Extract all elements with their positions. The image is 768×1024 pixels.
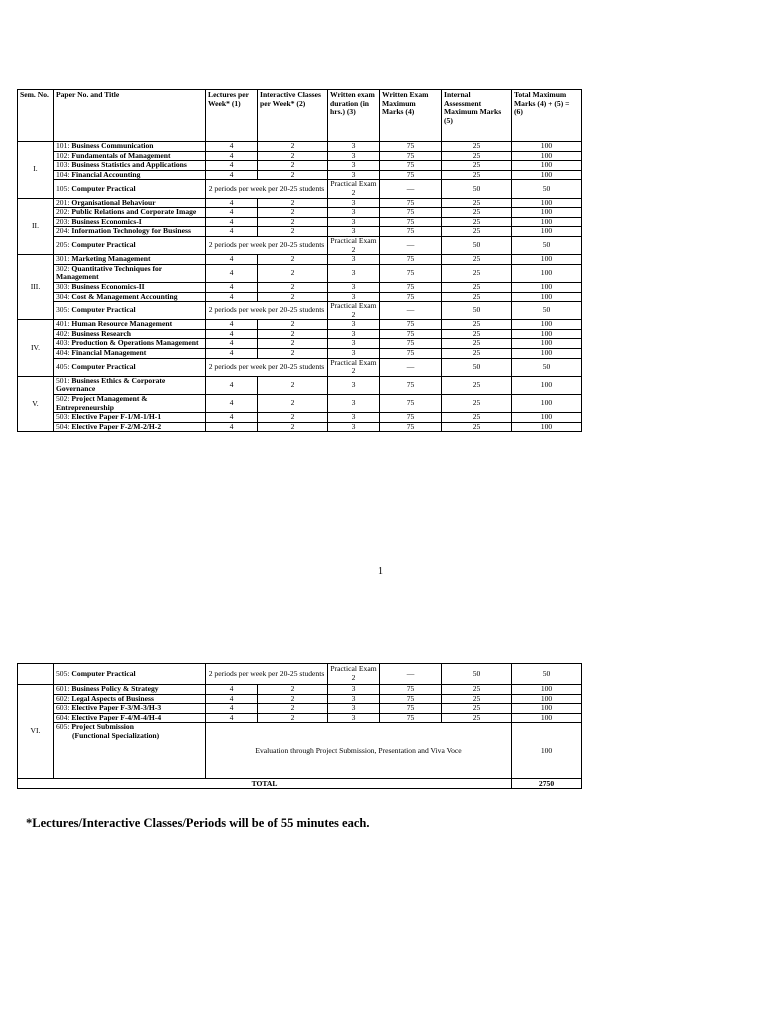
paper-title: Project Submission	[71, 722, 134, 732]
duration-cell: 3	[328, 704, 380, 714]
paper-title: Quantitative Techniques for Management	[56, 263, 162, 282]
interactive-cell: 2	[258, 217, 328, 227]
written-cell: 75	[380, 170, 442, 180]
header-written: Written Exam Maximum Marks (4)	[380, 90, 442, 142]
header-total: Total Maximum Marks (4) + (5) = (6)	[512, 90, 582, 142]
lectures-cell: 4	[206, 227, 258, 237]
written-cell: 75	[380, 208, 442, 218]
duration-cell: Practical Exam 2	[328, 664, 380, 685]
paper-number: 504:	[56, 421, 70, 431]
interactive-cell: 2	[258, 198, 328, 208]
total-label: TOTAL	[18, 779, 512, 789]
lectures-cell: 4	[206, 422, 258, 432]
lectures-cell: 4	[206, 713, 258, 723]
internal-cell: 25	[442, 151, 512, 161]
paper-cell	[54, 358, 206, 376]
interactive-cell: 2	[258, 208, 328, 218]
interactive-cell: 2	[258, 422, 328, 432]
internal-cell: 25	[442, 217, 512, 227]
internal-cell: 50	[442, 180, 512, 198]
lectures-cell: 4	[206, 339, 258, 349]
written-cell: 75	[380, 685, 442, 695]
paper-title: Organisational Behaviour	[71, 197, 156, 207]
lectures-cell: 4	[206, 329, 258, 339]
paper-title: Computer Practical	[71, 240, 136, 250]
table-header-row	[18, 90, 582, 142]
duration-cell: Practical Exam 2	[328, 302, 380, 320]
duration-cell: 3	[328, 142, 380, 152]
lectures-cell: 4	[206, 170, 258, 180]
paper-number: 202:	[56, 207, 70, 217]
total-cell: 100	[512, 292, 582, 302]
total-cell: 100	[512, 142, 582, 152]
internal-cell: 25	[442, 264, 512, 282]
total-cell: 100	[512, 694, 582, 704]
interactive-cell: 2	[258, 339, 328, 349]
total-cell: 100	[512, 704, 582, 714]
paper-cell	[54, 180, 206, 198]
duration-cell: 3	[328, 161, 380, 171]
lectures-cell: 4	[206, 349, 258, 359]
syllabus-table-page2	[17, 663, 582, 789]
duration-cell: 3	[328, 264, 380, 282]
table-row	[18, 264, 582, 282]
duration-cell: 3	[328, 320, 380, 330]
lectures-cell: 4	[206, 208, 258, 218]
written-cell: 75	[380, 339, 442, 349]
paper-number: 502:	[56, 394, 70, 404]
total-cell: 100	[512, 227, 582, 237]
periods-cell: 2 periods per week per 20-25 students	[206, 302, 328, 320]
paper-title: Financial Management	[71, 348, 147, 358]
internal-cell: 25	[442, 320, 512, 330]
paper-title: Elective Paper F-1/M-1/H-1	[71, 412, 162, 422]
written-cell: —	[380, 236, 442, 254]
paper-number: 501:	[56, 375, 70, 385]
written-cell: 75	[380, 713, 442, 723]
periods-cell: 2 periods per week per 20-25 students	[206, 664, 328, 685]
duration-cell: 3	[328, 292, 380, 302]
total-cell: 100	[512, 151, 582, 161]
total-row	[18, 779, 582, 789]
paper-title: Project Management & Entrepreneurship	[56, 394, 148, 412]
paper-number: 102:	[56, 150, 70, 160]
paper-title: Information Technology for Business	[71, 226, 191, 236]
lectures-cell: 4	[206, 142, 258, 152]
duration-cell: 3	[328, 151, 380, 161]
paper-cell	[54, 376, 206, 394]
paper-cell	[54, 664, 206, 685]
internal-cell: 25	[442, 282, 512, 292]
paper-cell	[54, 422, 206, 432]
total-cell: 100	[512, 422, 582, 432]
paper-title: Business Economics-II	[71, 281, 145, 291]
written-cell: 75	[380, 422, 442, 432]
lectures-cell: 4	[206, 264, 258, 282]
paper-number: 405:	[56, 361, 70, 371]
internal-cell: 25	[442, 376, 512, 394]
table-row	[18, 349, 582, 359]
paper-title: Computer Practical	[71, 305, 136, 315]
paper-title: Business Communication	[71, 141, 154, 150]
internal-cell: 25	[442, 329, 512, 339]
duration-cell: 3	[328, 339, 380, 349]
total-cell: 100	[512, 339, 582, 349]
paper-number: 201:	[56, 197, 70, 207]
internal-cell: 25	[442, 704, 512, 714]
written-cell: 75	[380, 395, 442, 413]
internal-cell: 25	[442, 170, 512, 180]
sem-label: II.	[18, 198, 54, 255]
lectures-cell: 4	[206, 685, 258, 695]
interactive-cell: 2	[258, 282, 328, 292]
internal-cell: 50	[442, 236, 512, 254]
paper-number: 503:	[56, 412, 70, 422]
total-cell: 50	[512, 236, 582, 254]
written-cell: 75	[380, 217, 442, 227]
written-cell: 75	[380, 198, 442, 208]
periods-cell: 2 periods per week per 20-25 students	[206, 358, 328, 376]
paper-number: 104:	[56, 169, 70, 179]
lectures-cell: 4	[206, 320, 258, 330]
written-cell: 75	[380, 282, 442, 292]
lectures-cell: 4	[206, 161, 258, 171]
duration-cell: 3	[328, 329, 380, 339]
duration-cell: 3	[328, 395, 380, 413]
paper-title: Fundamentals of Management	[71, 150, 171, 160]
paper-number: 203:	[56, 216, 70, 226]
lectures-cell: 4	[206, 694, 258, 704]
duration-cell: 3	[328, 208, 380, 218]
paper-number: 105:	[56, 183, 70, 193]
interactive-cell: 2	[258, 685, 328, 695]
paper-title: Business Ethics & Corporate Governance	[56, 375, 166, 394]
footnote: *Lectures/Interactive Classes/Periods will be of 55 minutes each.	[26, 816, 370, 830]
duration-cell: 3	[328, 255, 380, 265]
paper-cell	[54, 395, 206, 413]
duration-cell: 3	[328, 685, 380, 695]
paper-title: Business Statistics and Applications	[71, 160, 187, 170]
header-internal: Internal Assessment Maximum Marks (5)	[442, 90, 512, 142]
total-cell: 50	[512, 302, 582, 320]
internal-cell: 50	[442, 302, 512, 320]
header-interactive: Interactive Classes per Week* (2)	[258, 90, 328, 142]
paper-number: 602:	[56, 693, 70, 703]
sem-cell-cont	[18, 664, 54, 685]
written-cell: 75	[380, 227, 442, 237]
written-cell: 75	[380, 376, 442, 394]
interactive-cell: 2	[258, 704, 328, 714]
total-cell: 100	[512, 170, 582, 180]
internal-cell: 25	[442, 395, 512, 413]
total-cell: 50	[512, 664, 582, 685]
sem-label: I.	[18, 142, 54, 199]
paper-title: Computer Practical	[71, 361, 136, 371]
paper-cell	[54, 170, 206, 180]
interactive-cell: 2	[258, 320, 328, 330]
table-row	[18, 422, 582, 432]
lectures-cell: 4	[206, 395, 258, 413]
internal-cell: 50	[442, 358, 512, 376]
paper-number: 101:	[56, 141, 70, 150]
duration-cell: 3	[328, 170, 380, 180]
total-cell: 100	[512, 395, 582, 413]
total-cell: 100	[512, 376, 582, 394]
paper-title: Elective Paper F-4/M-4/H-4	[71, 712, 162, 722]
header-sem: Sem. No.	[18, 90, 54, 142]
written-cell: 75	[380, 329, 442, 339]
table-row	[18, 358, 582, 376]
paper-number: 305:	[56, 305, 70, 315]
table-row	[18, 376, 582, 394]
total-cell: 50	[512, 180, 582, 198]
paper-number: 205:	[56, 240, 70, 250]
internal-cell: 25	[442, 349, 512, 359]
written-cell: 75	[380, 161, 442, 171]
lectures-cell: 4	[206, 413, 258, 423]
total-cell: 100	[512, 161, 582, 171]
interactive-cell: 2	[258, 255, 328, 265]
lectures-cell: 4	[206, 282, 258, 292]
duration-cell: 3	[328, 422, 380, 432]
total-cell: 100	[512, 198, 582, 208]
written-cell: —	[380, 358, 442, 376]
internal-cell: 25	[442, 339, 512, 349]
interactive-cell: 2	[258, 395, 328, 413]
paper-number: 605:	[56, 722, 70, 732]
paper-number: 404:	[56, 348, 70, 358]
paper-cell	[54, 723, 206, 779]
written-cell: 75	[380, 349, 442, 359]
table-row	[18, 227, 582, 237]
paper-title: Public Relations and Corporate Image	[71, 207, 197, 217]
paper-cell	[54, 292, 206, 302]
interactive-cell: 2	[258, 413, 328, 423]
paper-number: 401:	[56, 319, 70, 329]
total-cell: 100	[512, 208, 582, 218]
written-cell: —	[380, 180, 442, 198]
total-cell: 100	[512, 264, 582, 282]
duration-cell: Practical Exam 2	[328, 358, 380, 376]
internal-cell: 25	[442, 198, 512, 208]
interactive-cell: 2	[258, 161, 328, 171]
total-cell: 100	[512, 282, 582, 292]
lectures-cell: 4	[206, 376, 258, 394]
interactive-cell: 2	[258, 349, 328, 359]
syllabus-table-page1	[17, 89, 582, 432]
grand-total: 2750	[512, 779, 582, 789]
written-cell: 75	[380, 151, 442, 161]
paper-number: 304:	[56, 291, 70, 301]
internal-cell: 25	[442, 713, 512, 723]
paper-title: Financial Accounting	[71, 169, 141, 179]
periods-cell: 2 periods per week per 20-25 students	[206, 180, 328, 198]
paper-number: 301:	[56, 254, 70, 264]
sem-label: IV.	[18, 320, 54, 377]
paper-number: 603:	[56, 703, 70, 713]
written-cell: —	[380, 664, 442, 685]
total-cell: 100	[512, 723, 582, 779]
internal-cell: 25	[442, 142, 512, 152]
table-row	[18, 395, 582, 413]
paper-number: 403:	[56, 338, 70, 348]
total-cell: 100	[512, 713, 582, 723]
written-cell: —	[380, 302, 442, 320]
paper-title: Human Resource Management	[71, 319, 173, 329]
duration-cell: 3	[328, 713, 380, 723]
paper-cell	[54, 349, 206, 359]
paper-number: 601:	[56, 684, 70, 693]
internal-cell: 25	[442, 413, 512, 423]
header-lectures: Lectures per Week* (1)	[206, 90, 258, 142]
interactive-cell: 2	[258, 151, 328, 161]
total-cell: 100	[512, 329, 582, 339]
interactive-cell: 2	[258, 170, 328, 180]
interactive-cell: 2	[258, 264, 328, 282]
written-cell: 75	[380, 292, 442, 302]
paper-title: Elective Paper F-2/M-2/H-2	[71, 421, 162, 431]
duration-cell: Practical Exam 2	[328, 180, 380, 198]
paper-number: 302:	[56, 263, 70, 273]
duration-cell: Practical Exam 2	[328, 236, 380, 254]
duration-cell: 3	[328, 413, 380, 423]
table-row	[18, 292, 582, 302]
evaluation-cell: Evaluation through Project Submission, Presentation and Viva Voce	[206, 723, 512, 779]
paper-cell	[54, 227, 206, 237]
paper-number: 103:	[56, 160, 70, 170]
lectures-cell: 4	[206, 217, 258, 227]
sem-label: VI.	[18, 685, 54, 779]
header-paper: Paper No. and Title	[54, 90, 206, 142]
duration-cell: 3	[328, 376, 380, 394]
paper-subtitle: (Functional Specialization)	[72, 730, 160, 740]
internal-cell: 25	[442, 685, 512, 695]
internal-cell: 25	[442, 227, 512, 237]
total-cell: 100	[512, 685, 582, 695]
written-cell: 75	[380, 413, 442, 423]
interactive-cell: 2	[258, 329, 328, 339]
interactive-cell: 2	[258, 292, 328, 302]
paper-title: Computer Practical	[71, 183, 136, 193]
table-row	[18, 180, 582, 198]
internal-cell: 50	[442, 664, 512, 685]
internal-cell: 25	[442, 694, 512, 704]
sem-label: III.	[18, 255, 54, 320]
table-row	[18, 302, 582, 320]
duration-cell: 3	[328, 349, 380, 359]
paper-title: Marketing Management	[71, 254, 151, 264]
paper-number: 604:	[56, 712, 70, 722]
total-cell: 100	[512, 349, 582, 359]
table-row	[18, 664, 582, 685]
written-cell: 75	[380, 704, 442, 714]
periods-cell: 2 periods per week per 20-25 students	[206, 236, 328, 254]
total-cell: 100	[512, 255, 582, 265]
internal-cell: 25	[442, 422, 512, 432]
lectures-cell: 4	[206, 292, 258, 302]
total-cell: 100	[512, 217, 582, 227]
written-cell: 75	[380, 694, 442, 704]
paper-title: Production & Operations Management	[71, 338, 199, 348]
paper-title: Business Policy & Strategy	[71, 684, 159, 693]
total-cell: 50	[512, 358, 582, 376]
lectures-cell: 4	[206, 704, 258, 714]
duration-cell: 3	[328, 198, 380, 208]
interactive-cell: 2	[258, 694, 328, 704]
paper-title: Computer Practical	[71, 668, 136, 678]
total-cell: 100	[512, 413, 582, 423]
table-row	[18, 170, 582, 180]
interactive-cell: 2	[258, 227, 328, 237]
written-cell: 75	[380, 264, 442, 282]
written-cell: 75	[380, 320, 442, 330]
table-body	[18, 142, 582, 432]
interactive-cell: 2	[258, 142, 328, 152]
internal-cell: 25	[442, 255, 512, 265]
table-row	[18, 723, 582, 779]
sem-label: V.	[18, 376, 54, 432]
duration-cell: 3	[328, 227, 380, 237]
interactive-cell: 2	[258, 713, 328, 723]
interactive-cell: 2	[258, 376, 328, 394]
paper-number: 402:	[56, 328, 70, 338]
paper-cell	[54, 302, 206, 320]
paper-number: 505:	[56, 668, 70, 678]
duration-cell: 3	[328, 217, 380, 227]
paper-number: 204:	[56, 226, 70, 236]
paper-title: Business Research	[71, 328, 131, 338]
page-number: 1	[378, 566, 383, 577]
paper-title: Business Economics-I	[71, 216, 142, 226]
duration-cell: 3	[328, 694, 380, 704]
lectures-cell: 4	[206, 151, 258, 161]
header-duration: Written exam duration (in hrs.) (3)	[328, 90, 380, 142]
internal-cell: 25	[442, 208, 512, 218]
paper-cell	[54, 264, 206, 282]
table-row	[18, 236, 582, 254]
internal-cell: 25	[442, 161, 512, 171]
written-cell: 75	[380, 255, 442, 265]
duration-cell: 3	[328, 282, 380, 292]
lectures-cell: 4	[206, 198, 258, 208]
lectures-cell: 4	[206, 255, 258, 265]
paper-cell	[54, 236, 206, 254]
total-cell: 100	[512, 320, 582, 330]
internal-cell: 25	[442, 292, 512, 302]
written-cell: 75	[380, 142, 442, 152]
paper-number: 303:	[56, 281, 70, 291]
paper-title: Legal Aspects of Business	[71, 693, 154, 703]
paper-title: Elective Paper F-3/M-3/H-3	[71, 703, 162, 713]
paper-title: Cost & Management Accounting	[71, 291, 178, 301]
